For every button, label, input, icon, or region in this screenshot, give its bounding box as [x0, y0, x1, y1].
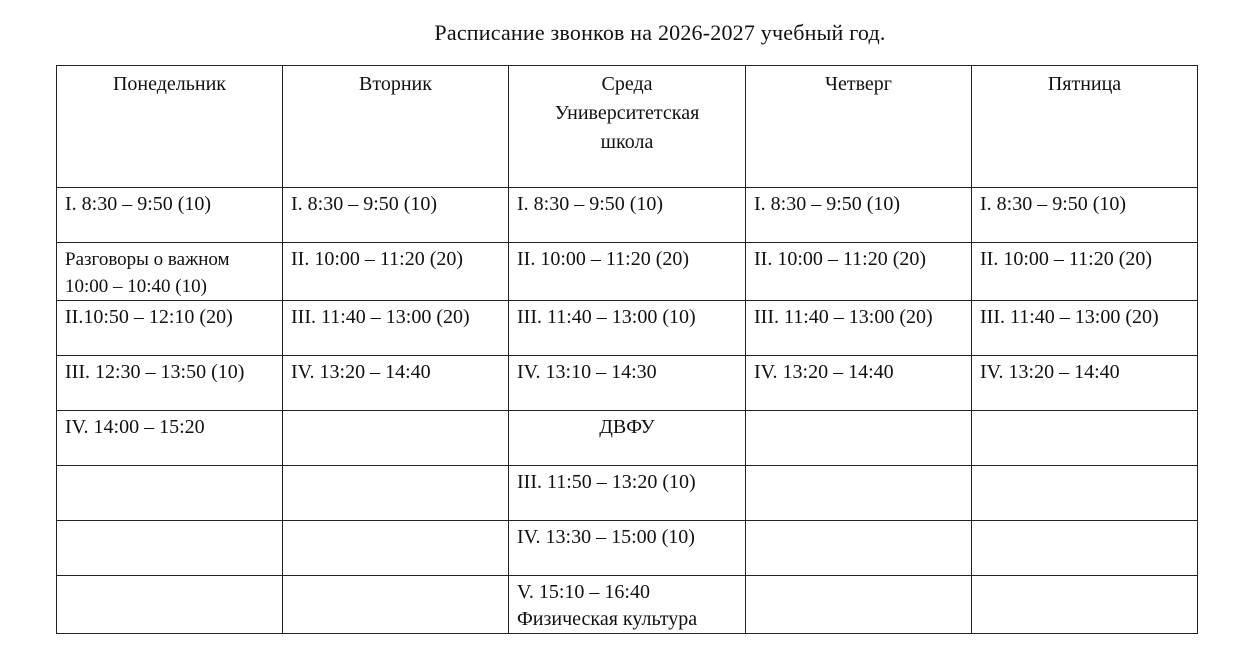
column-header	[972, 66, 1198, 188]
table-cell	[972, 576, 1198, 634]
table-cell	[746, 356, 972, 411]
header-row	[57, 66, 1198, 188]
cell-text: III. 12:30 – 13:50 (10)	[65, 361, 245, 383]
table-cell	[972, 188, 1198, 243]
table-cell	[509, 466, 746, 521]
table-cell	[746, 466, 972, 521]
column-header	[746, 66, 972, 188]
table-cell	[57, 411, 283, 466]
table-cell	[746, 521, 972, 576]
table-cell	[972, 466, 1198, 521]
cell-text: II. 10:00 – 11:20 (20)	[291, 248, 464, 270]
column-header-text: Понедельник	[112, 73, 227, 95]
table-row	[57, 356, 1198, 411]
table-cell	[972, 301, 1198, 356]
table-cell	[509, 521, 746, 576]
table-cell	[57, 466, 283, 521]
column-header-text: школа	[600, 131, 654, 153]
cell-text: III. 11:40 – 13:00 (20)	[754, 306, 933, 328]
table-row	[57, 188, 1198, 243]
column-header-text: Четверг	[824, 73, 893, 95]
table-cell	[509, 243, 746, 301]
table-cell	[57, 521, 283, 576]
table-cell	[509, 356, 746, 411]
table-cell	[283, 188, 509, 243]
table-cell	[283, 356, 509, 411]
table-cell	[972, 356, 1198, 411]
table-row	[57, 243, 1198, 301]
table-cell	[972, 521, 1198, 576]
cell-text: IV. 13:20 – 14:40	[754, 361, 894, 383]
cell-text: ДВФУ	[599, 416, 655, 438]
cell-text: IV. 13:30 – 15:00 (10)	[517, 526, 695, 548]
cell-text: IV. 13:10 – 14:30	[517, 361, 657, 383]
table-cell	[972, 243, 1198, 301]
table-cell	[283, 243, 509, 301]
cell-text: III. 11:40 – 13:00 (20)	[980, 306, 1159, 328]
table-cell	[509, 301, 746, 356]
table-row	[57, 466, 1198, 521]
cell-text: II. 10:00 – 11:20 (20)	[980, 248, 1153, 270]
cell-text: III. 11:40 – 13:00 (20)	[291, 306, 470, 328]
table-cell	[57, 188, 283, 243]
table-cell	[746, 243, 972, 301]
cell-text: I. 8:30 – 9:50 (10)	[754, 193, 901, 215]
cell-text: II.10:50 – 12:10 (20)	[65, 306, 233, 328]
table-cell	[746, 188, 972, 243]
cell-text: I. 8:30 – 9:50 (10)	[517, 193, 664, 215]
table-cell	[509, 576, 746, 634]
column-header-text: Пятница	[1047, 73, 1122, 95]
table-cell	[509, 411, 746, 466]
cell-text: I. 8:30 – 9:50 (10)	[65, 193, 212, 215]
bell-schedule-table	[56, 65, 1198, 634]
table-row	[57, 411, 1198, 466]
table-cell	[283, 466, 509, 521]
table-cell	[283, 301, 509, 356]
table-cell	[972, 411, 1198, 466]
page-title: Расписание звонков на 2026-2027 учебный год.	[434, 20, 886, 45]
table-cell	[283, 521, 509, 576]
table-cell	[283, 576, 509, 634]
cell-text: Разговоры о важном	[65, 249, 230, 270]
cell-text: I. 8:30 – 9:50 (10)	[291, 193, 438, 215]
table-row	[57, 576, 1198, 634]
cell-text: II. 10:00 – 11:20 (20)	[517, 248, 690, 270]
column-header	[57, 66, 283, 188]
table-row	[57, 301, 1198, 356]
table-cell	[57, 356, 283, 411]
table-row	[57, 521, 1198, 576]
cell-text: Физическая культура	[517, 608, 698, 630]
cell-text: IV. 13:20 – 14:40	[291, 361, 431, 383]
table-cell	[57, 576, 283, 634]
table-cell	[57, 301, 283, 356]
column-header	[283, 66, 509, 188]
table-cell	[746, 576, 972, 634]
cell-text: IV. 13:20 – 14:40	[980, 361, 1120, 383]
column-header	[509, 66, 746, 188]
cell-text: I. 8:30 – 9:50 (10)	[980, 193, 1127, 215]
table-cell	[509, 188, 746, 243]
cell-text: V. 15:10 – 16:40	[517, 581, 650, 603]
table-cell	[57, 243, 283, 301]
cell-text: 10:00 – 10:40 (10)	[65, 276, 207, 297]
cell-text: II. 10:00 – 11:20 (20)	[754, 248, 927, 270]
table-body	[57, 188, 1198, 634]
column-header-text: Среда	[601, 73, 653, 95]
table-cell	[746, 411, 972, 466]
cell-text: IV. 14:00 – 15:20	[65, 416, 205, 438]
table-cell	[283, 411, 509, 466]
cell-text: III. 11:50 – 13:20 (10)	[517, 471, 696, 493]
column-header-text: Университетская	[554, 102, 700, 124]
column-header-text: Вторник	[359, 73, 432, 95]
cell-text: III. 11:40 – 13:00 (10)	[517, 306, 696, 328]
table-cell	[746, 301, 972, 356]
